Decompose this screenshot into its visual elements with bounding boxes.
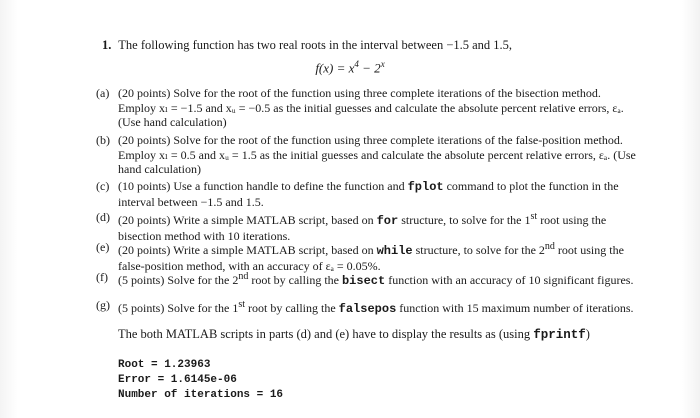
part-f [96, 270, 638, 289]
part-g-text-pre: (5 points) Solve for the 1 [118, 301, 239, 315]
code-fprintf: fprintf [533, 328, 586, 342]
code-for: for [376, 214, 399, 228]
output-error-line: Error = 1.6145e-06 [118, 374, 237, 386]
output-root-line: Root = 1.23963 [118, 359, 211, 371]
part-d-label: (d) [96, 210, 110, 224]
formula-exponent-4: 4 [354, 59, 359, 69]
part-f-text-pre: (5 points) Solve for the 2 [118, 273, 239, 287]
part-b-label: (b) [96, 133, 110, 147]
function-formula [0, 59, 700, 76]
part-a [96, 86, 638, 130]
part-e-text-mid: structure, to solve for the 2 [412, 243, 545, 257]
part-g [96, 298, 638, 317]
part-g-text-post: function with 15 maximum number of iterations. [396, 301, 634, 315]
part-e-text-pre: (20 points) Write a simple MATLAB script, based on [118, 243, 377, 257]
formula-minus-two: − 2 [358, 60, 381, 76]
footer-text: The both MATLAB scripts in parts (d) and (e) have to display the results as (using [118, 327, 534, 341]
part-e-label: (e) [96, 240, 110, 254]
part-b [96, 133, 638, 177]
part-e-sup: nd [544, 241, 555, 252]
part-c-text-post: command to plot the function in the interval between −1.5 and 1.5. [118, 179, 619, 209]
part-c-label: (c) [96, 179, 110, 193]
code-fplot: fplot [407, 180, 444, 194]
code-bisect: bisect [341, 274, 386, 288]
part-d-text-post: root using the bisection method with 10 iterations. [118, 213, 607, 243]
question-intro [102, 38, 662, 53]
part-g-label: (g) [96, 298, 110, 312]
part-c [96, 179, 638, 209]
footer-close-paren: ) [585, 327, 590, 341]
part-d-text-mid: structure, to solve for the 1 [398, 213, 531, 227]
part-d-sup: st [530, 211, 538, 222]
part-d [96, 210, 638, 243]
part-g-sup: st [238, 299, 245, 310]
part-d-text-pre: (20 points) Write a simple MATLAB script, based on [118, 213, 377, 227]
display-requirement [118, 327, 590, 342]
formula-lhs: f(x) = x [315, 60, 355, 76]
code-falsepos: falsepos [338, 302, 397, 316]
part-c-text-pre: (10 points) Use a function handle to define the function and [118, 179, 408, 193]
part-e-text-post: root using the false-position method, with an accuracy of εₐ = 0.05%. [118, 243, 624, 273]
part-f-sup: nd [238, 271, 249, 282]
formula-exponent-x: x [380, 59, 385, 69]
part-f-label: (f) [96, 270, 108, 284]
part-a-text: (20 points) Solve for the root of the function using three complete iterations of the bisection method. Employ xₗ = −1.5 and xᵤ = −0.5 as the initial guesses and calculate the absolute percent relative errors, εₐ. (Use hand calculation) [118, 86, 624, 130]
part-g-text-mid: root by calling the [245, 301, 339, 315]
part-f-text-mid: root by calling the [248, 273, 342, 287]
part-a-label: (a) [96, 86, 110, 100]
part-f-text-post: function with an accuracy of 10 significant figures. [385, 273, 634, 287]
question-intro-text: The following function has two real roots in the interval between −1.5 and 1.5, [118, 38, 513, 52]
question-number: 1. [102, 38, 112, 52]
output-iterations-line: Number of iterations = 16 [118, 389, 284, 401]
part-e [96, 240, 638, 273]
code-while: while [376, 244, 413, 258]
part-b-text: (20 points) Solve for the root of the function using three complete iterations of the false-position method. Employ xₗ = 0.5 and xᵤ = 1.5 as the initial guesses and calculate the absolute percent relative errors, εₐ. (Use hand calculation) [118, 133, 636, 177]
